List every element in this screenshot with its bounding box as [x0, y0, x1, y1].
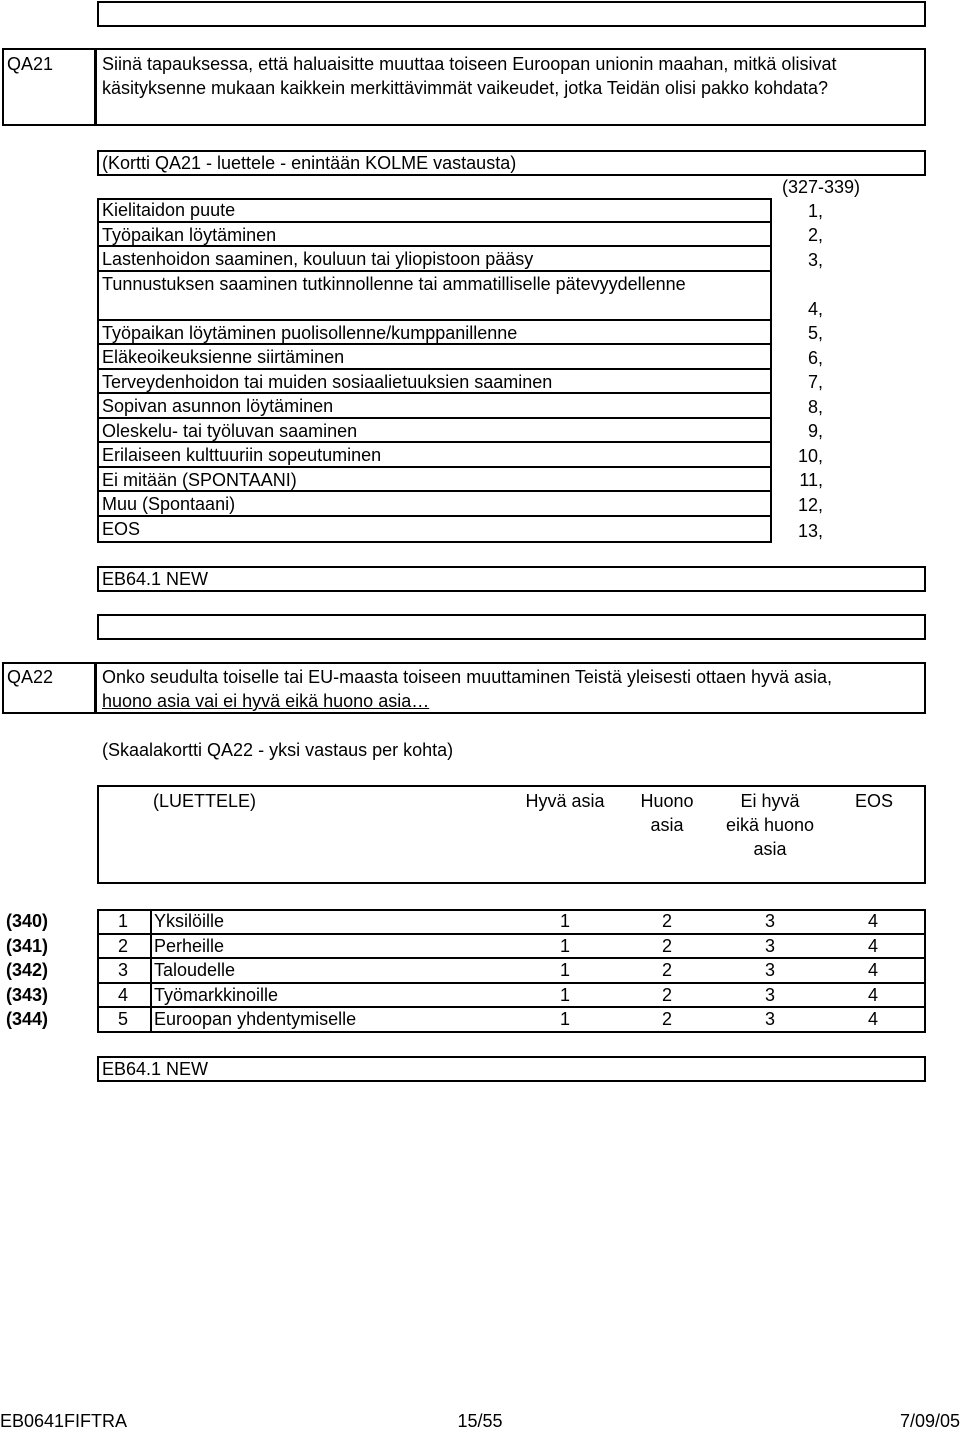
footer-doc-id: EB0641FIFTRA — [0, 1411, 128, 1431]
qa22-row-code: 4 — [867, 911, 878, 931]
qa22-row-var: (342) — [6, 960, 49, 981]
qa22-row-label: Yksilöille — [154, 911, 225, 931]
qa22-row-number: 3 — [118, 960, 129, 981]
qa22-col-dk: EOS — [854, 791, 893, 811]
qa21-option-code: 5, — [807, 323, 823, 343]
qa22-row-code: 4 — [867, 960, 878, 981]
qa22-row-code: 3 — [764, 1009, 775, 1030]
qa22-row-code: 3 — [764, 935, 775, 956]
qa21-options-list — [97, 198, 827, 543]
qa21-question-line2: käsityksenne mukaan kaikkein merkittävimmät vaikeudet, jotka Teidän olisi pakko kohdata? — [102, 78, 829, 98]
qa21-option-code: 2, — [807, 225, 823, 245]
qa22-row-number: 5 — [118, 1009, 129, 1030]
qa22-row-code: 2 — [661, 960, 672, 981]
qa22-question-line1: Onko seudulta toiselle tai EU-maasta toiseen muuttaminen Teistä yleisesti ottaen hyvä asia, — [102, 667, 833, 687]
qa22-col-good: Hyvä asia — [525, 791, 605, 811]
qa21-option-row — [97, 370, 772, 395]
qa22-empty-bar — [97, 614, 926, 640]
qa22-row-label: Taloudelle — [154, 960, 236, 981]
qa22-row-code: 2 — [661, 911, 672, 931]
qa22-instruction: (Skaalakortti QA22 - yksi vastaus per kohta) — [102, 740, 454, 760]
qa22-row-var: (343) — [6, 984, 49, 1005]
qa22-rows — [0, 909, 960, 1034]
qa21-option-label: Lastenhoidon saaminen, kouluun tai yliopistoon pääsy — [102, 249, 534, 269]
qa21-source-box — [97, 566, 926, 592]
qa21-option-code: 10, — [797, 445, 823, 466]
qa22-row-label: Työmarkkinoille — [154, 984, 279, 1005]
row-separator — [150, 983, 152, 1008]
footer-date: 7/09/05 — [899, 1411, 960, 1431]
qa21-option-row — [97, 468, 772, 493]
qa22-row-number: 1 — [118, 911, 129, 931]
qa22-row-var: (340) — [6, 911, 49, 931]
qa21-option-label: Muu (Spontaani) — [102, 494, 236, 514]
qa21-option-label: EOS — [102, 518, 141, 539]
qa21-option-row — [97, 443, 772, 468]
qa21-option-label: Ei mitään (SPONTAANI) — [102, 469, 297, 490]
qa21-option-code: 12, — [797, 494, 823, 515]
qa22-source-tag: EB64.1 NEW — [102, 1059, 209, 1079]
qa21-option-label: Tunnustuksen saaminen tutkinnollenne tai ammatilliselle pätevyydellenne — [102, 273, 686, 294]
qa21-instruction: (Kortti QA21 - luettele - enintään KOLME vastausta) — [102, 153, 517, 173]
qa22-row-code: 2 — [661, 935, 672, 956]
qa21-option-label: Sopivan asunnon löytäminen — [102, 396, 334, 416]
qa22-col-neither-3: asia — [753, 839, 787, 859]
qa22-row-code: 1 — [559, 984, 570, 1005]
qa21-option-label: Kielitaidon puute — [102, 200, 236, 220]
qa21-option-row — [97, 345, 772, 370]
qa22-row-code: 2 — [661, 984, 672, 1005]
qa21-option-code: 9, — [807, 421, 823, 441]
qa22-row-code: 3 — [764, 960, 775, 981]
qa21-question-line1: Siinä tapauksessa, että haluaisitte muuttaa toiseen Euroopan unionin maahan, mitkä olisivat — [102, 54, 837, 74]
qa22-row-code: 3 — [764, 911, 775, 931]
qa21-option-row — [97, 517, 772, 544]
qa22-code: QA22 — [7, 667, 54, 687]
qa21-option-code: 4, — [807, 298, 823, 319]
qa21-option-code: 11, — [799, 470, 823, 490]
row-separator — [150, 1007, 152, 1032]
qa21-option-row — [97, 223, 772, 248]
top-empty-bar — [97, 1, 926, 27]
qa21-option-code: 13, — [797, 521, 823, 541]
qa21-option-row — [97, 394, 772, 419]
qa21-option-label: Eläkeoikeuksienne siirtäminen — [102, 347, 345, 367]
qa22-col-bad-1: Huono — [640, 791, 694, 811]
qa22-row-var: (341) — [6, 935, 49, 956]
qa22-source-box — [97, 1056, 926, 1082]
qa21-option-label: Oleskelu- tai työluvan saaminen — [102, 420, 358, 441]
qa22-col-neither-2: eikä huono — [725, 815, 815, 835]
qa21-option-row — [97, 419, 772, 444]
qa21-option-code: 7, — [807, 372, 823, 392]
qa21-option-row — [97, 247, 772, 272]
qa22-row-label: Euroopan yhdentymiselle — [154, 1009, 357, 1030]
qa21-option-label: Erilaiseen kulttuuriin sopeutuminen — [102, 445, 382, 465]
qa22-row-number: 2 — [118, 935, 129, 956]
qa22-row-var: (344) — [6, 1009, 49, 1030]
qa22-row-label: Perheille — [154, 935, 225, 956]
qa22-col-neither-1: Ei hyvä — [740, 791, 800, 811]
qa22-row-code: 4 — [867, 1009, 878, 1030]
qa21-option-row — [97, 321, 772, 346]
qa21-option-code: 6, — [807, 347, 823, 368]
qa21-option-label: Työpaikan löytäminen — [102, 224, 277, 245]
row-separator — [150, 958, 152, 983]
qa22-row-code: 3 — [764, 984, 775, 1005]
qa22-row-number: 4 — [118, 984, 129, 1005]
qa21-option-code: 1, — [807, 200, 823, 221]
qa21-option-label: Työpaikan löytäminen puolisollenne/kumppanillenne — [102, 322, 518, 343]
qa21-option-code: 3, — [807, 249, 823, 270]
qa22-row-code: 1 — [559, 935, 570, 956]
qa22-row-code: 4 — [867, 984, 878, 1005]
qa21-option-code: 8, — [807, 396, 823, 417]
qa22-row-code: 4 — [867, 935, 878, 956]
row-separator — [150, 934, 152, 959]
qa21-option-row — [97, 272, 772, 321]
qa22-row-code: 1 — [559, 1009, 570, 1030]
qa22-question-line2: huono asia vai ei hyvä eikä huono asia… — [102, 691, 430, 711]
qa21-code: QA21 — [7, 54, 54, 74]
qa21-source-tag: EB64.1 NEW — [102, 569, 209, 589]
qa21-range: (327-339) — [781, 177, 860, 197]
qa22-row-code: 1 — [559, 960, 570, 981]
qa22-row-code: 1 — [559, 911, 570, 931]
row-separator — [150, 909, 152, 934]
qa21-option-label: Terveydenhoidon tai muiden sosiaalietuuksien saaminen — [102, 371, 553, 392]
qa22-col-bad-2: asia — [650, 815, 684, 835]
qa22-row-code: 2 — [661, 1009, 672, 1030]
qa22-list-label: (LUETTELE) — [153, 791, 257, 811]
footer-page-number: 15/55 — [457, 1411, 503, 1431]
qa21-option-row — [97, 198, 772, 223]
qa21-option-row — [97, 492, 772, 517]
